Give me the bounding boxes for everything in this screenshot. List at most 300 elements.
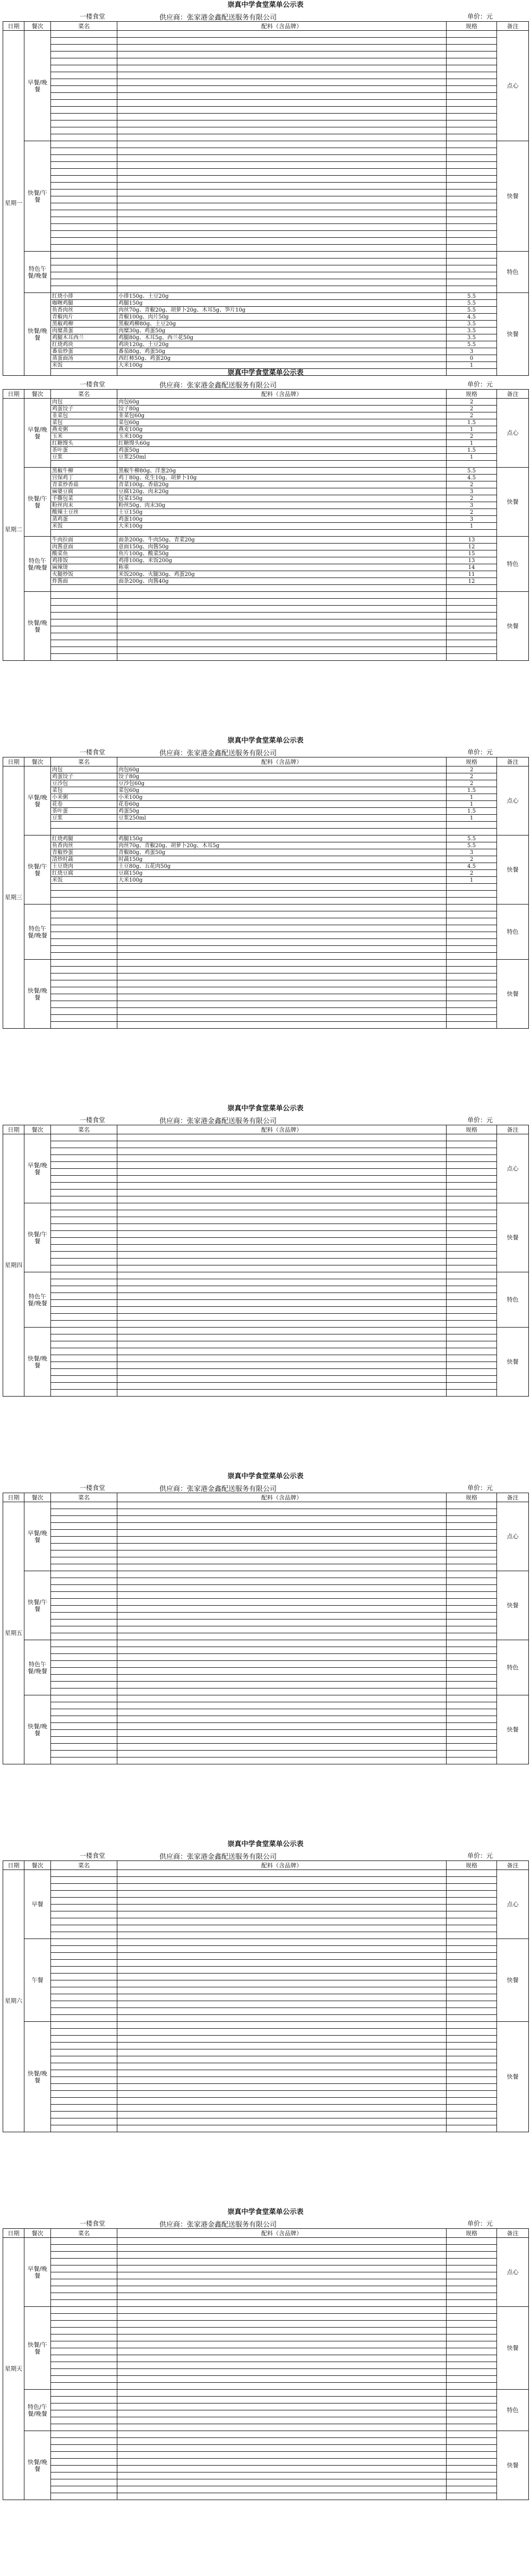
dish-ingredients: [117, 1682, 447, 1688]
dish-price: 5.5: [447, 468, 497, 475]
table-row: [3, 1946, 529, 1953]
dish-price: [447, 2001, 497, 2008]
dish-price: [447, 1217, 497, 1224]
dish-ingredients: [117, 1744, 447, 1751]
dish-ingredients: [117, 162, 447, 169]
dish-name: [51, 918, 117, 925]
dish-ingredients: [117, 1578, 447, 1585]
table-row: [3, 314, 529, 321]
meal-note: 快餐: [497, 1203, 529, 1272]
dish-name: [51, 1592, 117, 1599]
dish-price: [447, 2438, 497, 2445]
dish-ingredients: [117, 918, 447, 925]
dish-price: [447, 2328, 497, 2334]
dish-ingredients: 肉包60g: [117, 766, 447, 773]
dish-price: [447, 2286, 497, 2293]
dish-name: [51, 31, 117, 38]
page-title: 崇真中学食堂菜单公示表: [227, 737, 304, 745]
column-header: 餐次: [24, 22, 51, 31]
table-row: [3, 189, 529, 196]
dish-price: [447, 1682, 497, 1688]
table-header-row: [3, 390, 529, 399]
dish-name: [51, 946, 117, 953]
dish-name: [51, 169, 117, 176]
dish-name: [51, 2486, 117, 2493]
dish-name: 宫保鸡丁: [51, 475, 117, 481]
day-cell: 星期五: [3, 1502, 24, 1764]
dish-ingredients: [117, 127, 447, 134]
dish-price: [447, 203, 497, 210]
table-row: [3, 1183, 529, 1190]
table-row: [3, 1557, 529, 1564]
dish-ingredients: [117, 1585, 447, 1592]
dish-price: 14: [447, 564, 497, 571]
dish-ingredients: [117, 176, 447, 183]
column-header: 备注: [497, 757, 529, 766]
table-row: [3, 904, 529, 911]
table-row: [3, 870, 529, 877]
dish-ingredients: 青椒100g、肉片50g: [117, 314, 447, 321]
dish-name: [51, 599, 117, 606]
dish-ingredients: [117, 1008, 447, 1015]
meal-cell: 特色午餐/晚餐: [24, 252, 51, 293]
dish-ingredients: [117, 1176, 447, 1183]
dish-ingredients: [117, 1953, 447, 1960]
meal-cell: 快餐/晚餐: [24, 2022, 51, 2132]
dish-name: [51, 2493, 117, 2500]
meal-cell: 快餐/午餐: [24, 1571, 51, 1640]
table-row: [3, 1974, 529, 1980]
column-header: 餐次: [24, 1125, 51, 1134]
dish-name: 麻辣烫: [51, 564, 117, 571]
dish-price: [447, 1932, 497, 1939]
column-header: 菜名: [51, 757, 117, 766]
dish-price: [447, 925, 497, 932]
dish-ingredients: [117, 1709, 447, 1716]
dish-name: [51, 1502, 117, 1509]
table-row: [3, 307, 529, 314]
dish-price: [447, 51, 497, 58]
dish-ingredients: [117, 911, 447, 918]
dish-price: [447, 2091, 497, 2098]
dish-price: [447, 2459, 497, 2466]
meal-note: 特色: [497, 252, 529, 293]
dish-ingredients: [117, 1502, 447, 1509]
table-row: [3, 1695, 529, 1702]
table-row: [3, 599, 529, 606]
dish-price: [447, 946, 497, 953]
table-row: [3, 2348, 529, 2355]
canteen-name: 一楼食堂: [80, 1852, 106, 1859]
dish-price: [447, 1183, 497, 1190]
table-row: [3, 2043, 529, 2049]
dish-name: [51, 1564, 117, 1571]
table-row: [3, 31, 529, 38]
table-row: [3, 176, 529, 183]
dish-price: [447, 619, 497, 626]
table-row: [3, 1134, 529, 1141]
dish-name: [51, 1675, 117, 1682]
table-row: [3, 2334, 529, 2341]
dish-name: [51, 1987, 117, 1994]
canteen-name: 一楼食堂: [80, 381, 106, 388]
dish-name: [51, 2105, 117, 2112]
dish-ingredients: [117, 530, 447, 537]
dish-price: [447, 155, 497, 162]
dish-price: [447, 1675, 497, 1682]
dish-name: 肉糜蒸蛋: [51, 328, 117, 334]
dish-name: [51, 1300, 117, 1307]
dish-price: [447, 1877, 497, 1884]
table-row: [3, 502, 529, 509]
dish-name: [51, 1190, 117, 1196]
table-row: [3, 2272, 529, 2279]
dish-name: [51, 1321, 117, 1328]
table-row: [3, 1688, 529, 1695]
dish-price: 5.5: [447, 293, 497, 300]
dish-ingredients: [117, 1606, 447, 1613]
meal-note: 点心: [497, 2238, 529, 2307]
menu-page: [0, 2207, 531, 2575]
dish-price: [447, 973, 497, 980]
dish-price: [447, 148, 497, 155]
dish-name: [51, 2445, 117, 2452]
dish-ingredients: [117, 65, 447, 72]
dish-ingredients: [117, 1987, 447, 1994]
dish-ingredients: [117, 2348, 447, 2355]
dish-price: [447, 2445, 497, 2452]
dish-ingredients: [117, 203, 447, 210]
dish-price: [447, 176, 497, 183]
meal-note: 点心: [497, 1870, 529, 1939]
dish-ingredients: [117, 1613, 447, 1619]
dish-name: [51, 2286, 117, 2293]
column-header: 规格: [447, 390, 497, 399]
dish-ingredients: [117, 640, 447, 647]
dish-ingredients: [117, 1348, 447, 1355]
dish-name: [51, 1134, 117, 1141]
dish-price: [447, 1688, 497, 1695]
dish-price: [447, 286, 497, 293]
table-row: [3, 1702, 529, 1709]
dish-name: [51, 1599, 117, 1606]
dish-name: [51, 994, 117, 1001]
dish-ingredients: [117, 973, 447, 980]
table-row: [3, 1682, 529, 1688]
page-title: 崇真中学食堂菜单公示表: [227, 1840, 304, 1848]
table-row: [3, 1162, 529, 1169]
dish-name: [51, 1265, 117, 1272]
meal-note: 特色: [497, 1272, 529, 1328]
table-row: [3, 93, 529, 100]
dish-name: [51, 2362, 117, 2369]
column-header: 配料（含品牌）: [117, 22, 447, 31]
dish-ingredients: [117, 2417, 447, 2424]
table-row: [3, 1376, 529, 1383]
table-row: [3, 1286, 529, 1293]
table-row: [3, 217, 529, 224]
column-header: 备注: [497, 1861, 529, 1870]
dish-ingredients: 鸡蛋50g: [117, 808, 447, 815]
table-row: [3, 1884, 529, 1891]
dish-price: [447, 932, 497, 939]
dish-ingredients: 西红柿50g、鸡蛋20g: [117, 355, 447, 362]
dish-ingredients: [117, 939, 447, 946]
dish-name: 鸡排饭: [51, 557, 117, 564]
dish-name: [51, 1884, 117, 1891]
table-row: [3, 2084, 529, 2091]
table-row: [3, 842, 529, 849]
supplier-name: 供应商：张家港金鑫配送服务有限公司: [159, 1485, 277, 1493]
dish-ingredients: 鸡蛋100g: [117, 516, 447, 523]
dish-ingredients: [117, 633, 447, 640]
table-row: [3, 509, 529, 516]
table-row: [3, 1716, 529, 1723]
table-row: [3, 1015, 529, 1022]
dish-name: 黑椒牛柳: [51, 468, 117, 475]
dish-price: [447, 127, 497, 134]
table-row: [3, 815, 529, 822]
table-row: [3, 1008, 529, 1015]
dish-name: [51, 1348, 117, 1355]
dish-name: 蒸鸡蛋: [51, 516, 117, 523]
dish-price: [447, 613, 497, 619]
dish-price: 1.5: [447, 787, 497, 794]
table-row: [3, 925, 529, 932]
dish-ingredients: [117, 1307, 447, 1314]
dish-price: [447, 1757, 497, 1764]
dish-name: [51, 1001, 117, 1008]
dish-ingredients: [117, 904, 447, 911]
unit-label: 单价：元: [467, 381, 493, 388]
dish-ingredients: [117, 585, 447, 592]
table-row: [3, 1661, 529, 1668]
dish-ingredients: [117, 1015, 447, 1022]
dish-price: [447, 2259, 497, 2265]
dish-price: [447, 1537, 497, 1544]
table-row: [3, 2390, 529, 2397]
table-row: [3, 1176, 529, 1183]
table-row: [3, 1751, 529, 1757]
table-row: [3, 953, 529, 960]
dish-price: [447, 822, 497, 829]
table-row: [3, 120, 529, 127]
dish-name: [51, 1877, 117, 1884]
dish-name: [51, 1980, 117, 1987]
dish-name: [51, 231, 117, 238]
dish-ingredients: [117, 259, 447, 265]
dish-price: [447, 1891, 497, 1898]
dish-name: [51, 829, 117, 835]
dish-ingredients: 面条200g、牛肉50g、青菜20g: [117, 537, 447, 544]
dish-ingredients: [117, 2321, 447, 2328]
table-row: [3, 1279, 529, 1286]
dish-ingredients: [117, 1334, 447, 1341]
dish-price: [447, 1530, 497, 1537]
dish-price: [447, 829, 497, 835]
dish-name: [51, 1279, 117, 1286]
table-row: [3, 1932, 529, 1939]
dish-name: [51, 51, 117, 58]
table-row: [3, 2056, 529, 2063]
dish-ingredients: [117, 2486, 447, 2493]
table-row: [3, 647, 529, 654]
dish-price: [447, 1939, 497, 1946]
day-cell: 星期三: [3, 766, 24, 1029]
dish-name: [51, 2070, 117, 2077]
dish-price: [447, 38, 497, 45]
table-row: [3, 2259, 529, 2265]
table-row: [3, 2369, 529, 2376]
dish-price: [447, 169, 497, 176]
dish-price: 1: [447, 362, 497, 369]
dish-name: [51, 1925, 117, 1932]
table-row: [3, 1905, 529, 1911]
table-row: [3, 808, 529, 815]
dish-price: [447, 224, 497, 231]
dish-ingredients: [117, 1544, 447, 1550]
table-row: [3, 1210, 529, 1217]
meal-note: 快餐: [497, 1939, 529, 2022]
dish-price: [447, 1252, 497, 1259]
dish-name: 米饭: [51, 523, 117, 530]
dish-ingredients: 鸡腿150g: [117, 300, 447, 307]
table-row: [3, 898, 529, 904]
dish-ingredients: [117, 654, 447, 661]
table-header-row: [3, 757, 529, 766]
menu-page: [0, 736, 531, 1104]
table-row: [3, 1654, 529, 1661]
dish-ingredients: 称重: [117, 564, 447, 571]
dish-name: 酸辣土豆丝: [51, 509, 117, 516]
dish-price: [447, 1001, 497, 1008]
dish-name: [51, 1654, 117, 1661]
meal-cell: 特色/午餐/晚餐: [24, 2390, 51, 2431]
dish-ingredients: [117, 148, 447, 155]
dish-ingredients: [117, 252, 447, 259]
dish-price: [447, 1509, 497, 1516]
meal-cell: 快餐/午餐: [24, 468, 51, 537]
dish-ingredients: [117, 245, 447, 252]
dish-ingredients: [117, 1675, 447, 1682]
dish-name: [51, 72, 117, 79]
dish-name: [51, 939, 117, 946]
dish-name: [51, 2293, 117, 2300]
table-row: [3, 1939, 529, 1946]
dish-name: [51, 259, 117, 265]
table-row: [3, 293, 529, 300]
table-row: [3, 1328, 529, 1334]
column-header: 餐次: [24, 1861, 51, 1870]
dish-name: [51, 1702, 117, 1709]
table-row: [3, 1383, 529, 1390]
dish-price: [447, 2403, 497, 2410]
table-row: [3, 272, 529, 279]
dish-price: [447, 1987, 497, 1994]
dish-price: [447, 2043, 497, 2049]
table-row: [3, 279, 529, 286]
dish-price: 15: [447, 550, 497, 557]
table-row: [3, 1141, 529, 1148]
dish-name: [51, 2279, 117, 2286]
dish-price: [447, 1348, 497, 1355]
dish-name: [51, 1619, 117, 1626]
dish-price: [447, 107, 497, 114]
dish-ingredients: [117, 2438, 447, 2445]
dish-ingredients: [117, 2452, 447, 2459]
table-row: [3, 1355, 529, 1362]
dish-name: [51, 2252, 117, 2259]
dish-name: [51, 1571, 117, 1578]
dish-ingredients: [117, 1369, 447, 1376]
dish-ingredients: [117, 2077, 447, 2084]
dish-name: [51, 1252, 117, 1259]
column-header: 备注: [497, 1493, 529, 1502]
column-header: 配料（含品牌）: [117, 1493, 447, 1502]
column-header: 菜名: [51, 1861, 117, 1870]
dish-name: [51, 224, 117, 231]
dish-name: [51, 633, 117, 640]
column-header: 日期: [3, 1493, 24, 1502]
meal-note: 快餐: [497, 468, 529, 537]
table-row: [3, 38, 529, 45]
dish-price: [447, 1279, 497, 1286]
meal-cell: 快餐/晚餐: [24, 592, 51, 661]
dish-ingredients: [117, 599, 447, 606]
dish-name: [51, 1967, 117, 1974]
dish-name: [51, 2369, 117, 2376]
dish-ingredients: 意面150g、肉酱50g: [117, 544, 447, 550]
table-header-row: [3, 1493, 529, 1502]
table-row: [3, 65, 529, 72]
table-row: [3, 1592, 529, 1599]
dish-name: [51, 1176, 117, 1183]
dish-name: [51, 1716, 117, 1723]
dish-price: [447, 2036, 497, 2043]
dish-name: 清炒时蔬: [51, 856, 117, 863]
dish-name: [51, 2084, 117, 2091]
dish-ingredients: 鸡丁80g、花生10g、胡萝卜10g: [117, 475, 447, 481]
dish-price: [447, 461, 497, 468]
dish-name: 牛肉拉面: [51, 537, 117, 544]
table-row: [3, 447, 529, 454]
table-row: [3, 169, 529, 176]
meal-cell: 早餐/晚餐: [24, 1502, 51, 1571]
dish-ingredients: [117, 2424, 447, 2431]
dish-name: [51, 1647, 117, 1654]
dish-ingredients: [117, 987, 447, 994]
dish-ingredients: [117, 79, 447, 86]
dish-price: 2: [447, 412, 497, 419]
dish-ingredients: [117, 1898, 447, 1905]
dish-ingredients: 鸡腿80g、木耳5g、西兰花50g: [117, 334, 447, 341]
dish-name: [51, 1695, 117, 1702]
page-subheader: [0, 2218, 531, 2228]
dish-name: 鸡腿木耳西兰: [51, 334, 117, 341]
column-header: 菜名: [51, 1493, 117, 1502]
dish-ingredients: [117, 2459, 447, 2466]
dish-name: [51, 1757, 117, 1764]
dish-price: [447, 2321, 497, 2328]
table-row: [3, 2022, 529, 2029]
dish-ingredients: [117, 898, 447, 904]
dish-ingredients: [117, 2445, 447, 2452]
dish-ingredients: [117, 1265, 447, 1272]
dish-name: [51, 1960, 117, 1967]
dish-ingredients: [117, 994, 447, 1001]
dish-ingredients: [117, 2049, 447, 2056]
dish-price: [447, 245, 497, 252]
